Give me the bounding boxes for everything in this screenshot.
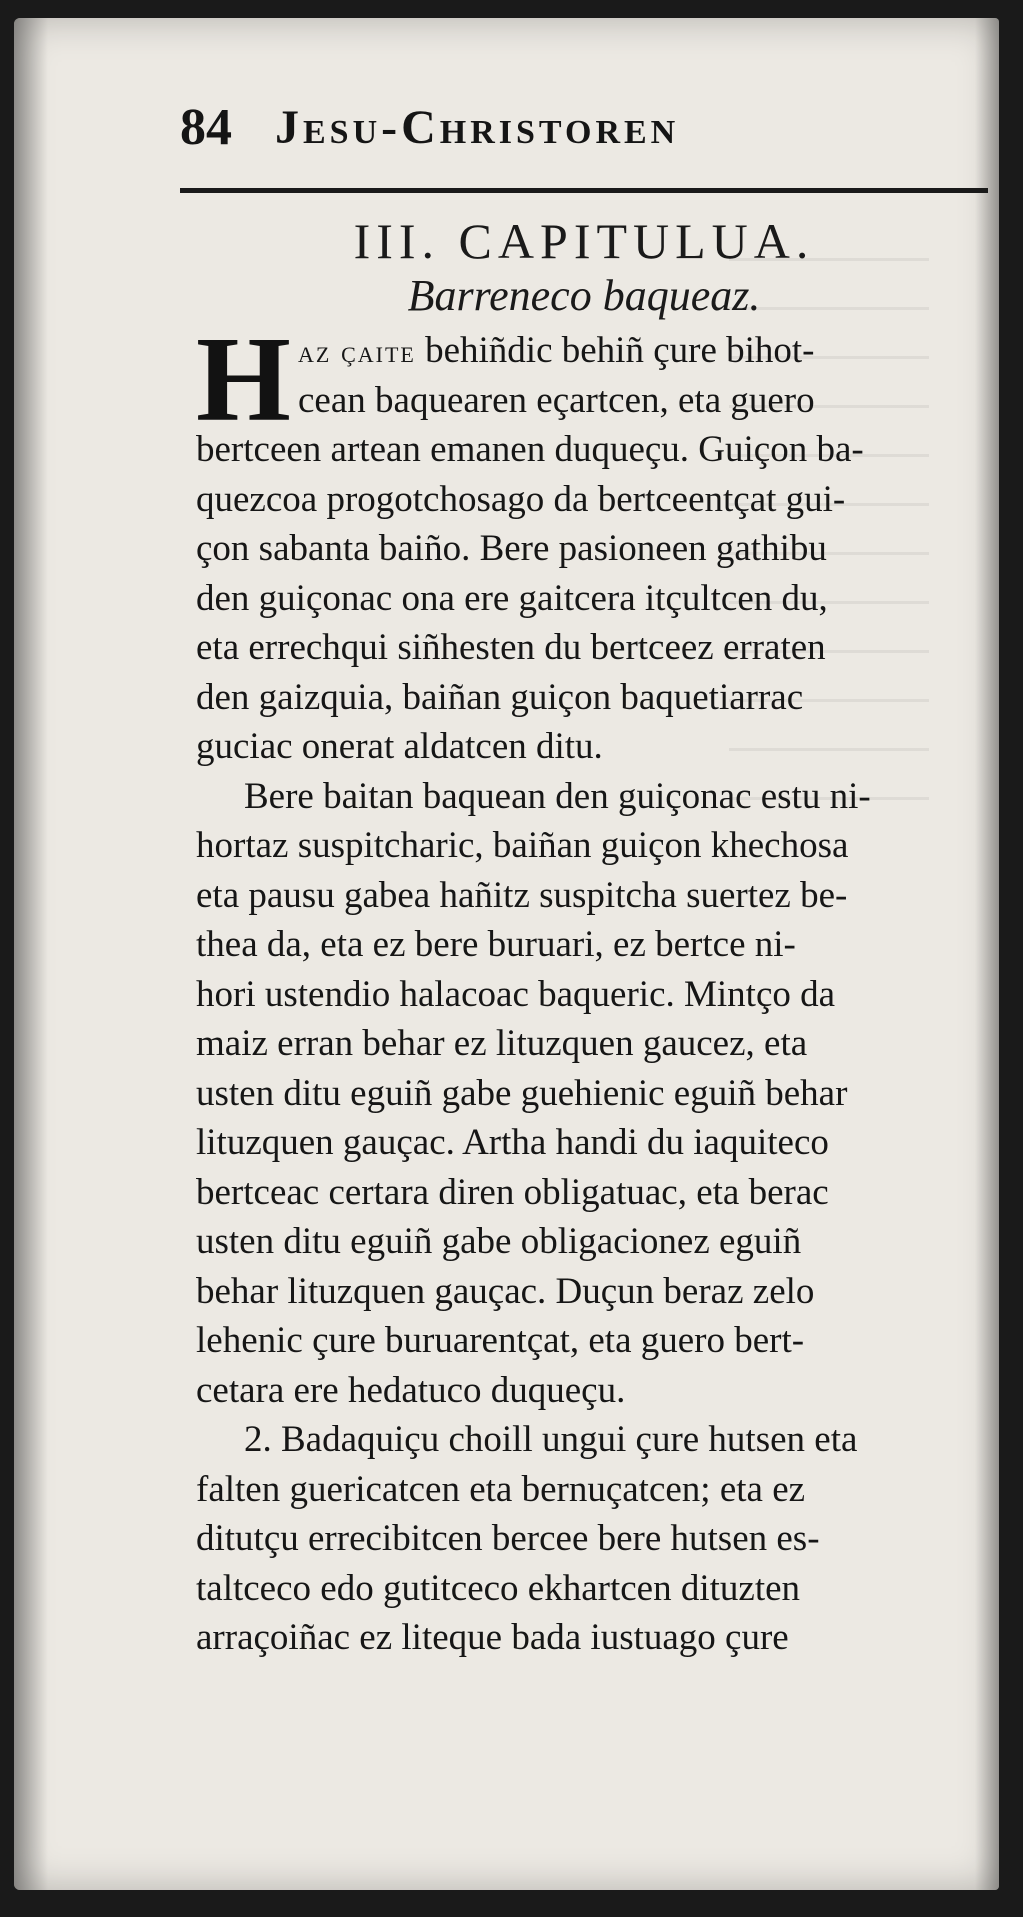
first-line-rest: behiñdic behiñ çure bihot- xyxy=(415,330,815,371)
text-line: thea da, eta ez bere buruari, ez bertce ni- xyxy=(196,924,796,965)
text-line: usten ditu eguiñ gabe guehienic eguiñ behar xyxy=(196,1072,848,1114)
running-title: Jesu-Christoren xyxy=(275,101,680,154)
text-line: guciac onerat aldatcen ditu. xyxy=(196,726,603,767)
page-header xyxy=(180,98,970,178)
chapter-subtitle: Barreneco baqueaz. xyxy=(407,271,761,320)
text-line: cean baquearen eçartcen, eta guero xyxy=(298,379,815,421)
text-line: den gaizquia, baiñan guiçon baquetiarrac xyxy=(196,676,804,718)
page-number: 84 xyxy=(180,99,232,156)
text-line: taltceco edo gutitceco ekhartcen dituzten xyxy=(196,1567,801,1609)
small-caps-opening: az çaite xyxy=(298,334,416,369)
text-line: cetara ere hedatuco duqueçu. xyxy=(196,1369,626,1411)
text-line: Bere baitan baquean den guiçonac estu ni- xyxy=(244,775,871,817)
text-line: bertceen artean emanen duqueçu. Guiçon ba- xyxy=(196,429,864,470)
text-line: çon sabanta baiño. Bere pasioneen gathibu xyxy=(196,528,827,569)
header-rule xyxy=(180,188,988,193)
text-line: ditutçu errecibitcen bercee bere hutsen es- xyxy=(196,1518,820,1559)
text-line: falten guericatcen eta bernuçatcen; eta ez xyxy=(196,1468,806,1510)
text-line: lehenic çure buruarentçat, eta guero bert- xyxy=(196,1320,805,1361)
text-line: hortaz suspitcharic, baiñan guiçon khechosa xyxy=(196,825,849,866)
text-line: hori ustendio halacoac baqueric. Mintço da xyxy=(196,973,836,1015)
body-text xyxy=(196,312,991,1663)
text-line: den guiçonac ona ere gaitcera itçultcen du, xyxy=(196,577,828,619)
text-line: bertceac certara diren obligatuac, eta berac xyxy=(196,1171,829,1213)
text-line xyxy=(196,326,991,376)
text-line: lituzquen gauçac. Artha handi du iaquiteco xyxy=(196,1122,829,1163)
text-line: maiz erran behar ez lituzquen gaucez, eta xyxy=(196,1023,808,1064)
text-line: arraçoiñac ez liteque bada iustuago çure xyxy=(196,1617,789,1658)
chapter-title: III. CAPITULUA. xyxy=(353,213,815,269)
text-line: behar lituzquen gauçac. Duçun beraz zelo xyxy=(196,1270,815,1312)
text-line: eta errechqui siñhesten du bertceez erraten xyxy=(196,627,826,668)
text-line: quezcoa progotchosago da bertceentçat gui- xyxy=(196,478,846,520)
text-line: usten ditu eguiñ gabe obligacionez eguiñ xyxy=(196,1221,802,1262)
text-line: 2. Badaquiçu choill ungui çure hutsen eta xyxy=(244,1419,858,1460)
drop-cap: H xyxy=(196,312,291,447)
text-line: eta pausu gabea hañitz suspitcha suertez be- xyxy=(196,874,848,916)
